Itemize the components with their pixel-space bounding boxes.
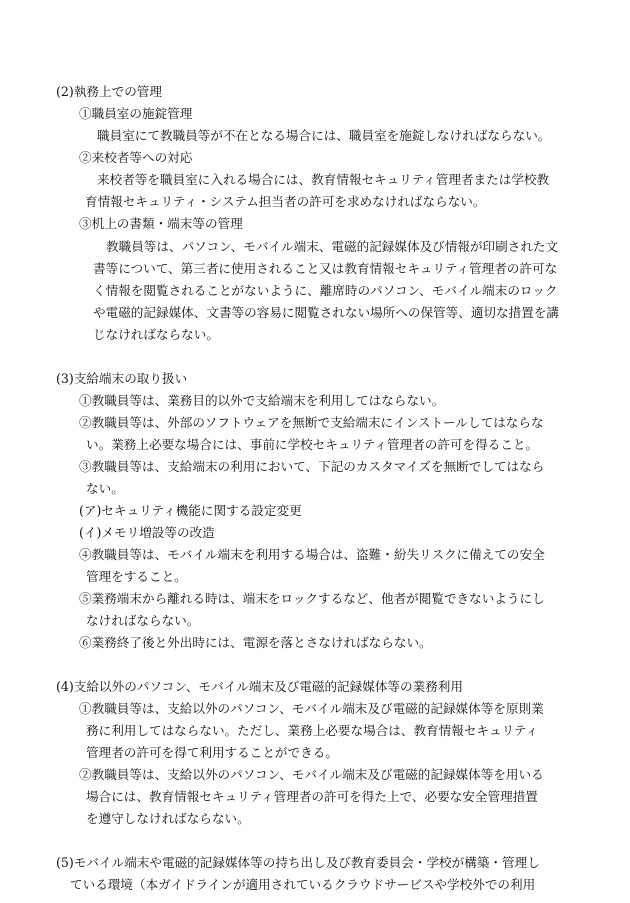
section-3-line-1: ①教職員等は、業務目的以外で支給端末を利用してはならない。: [79, 393, 445, 408]
item-2-1-line-1: 職員室にて教職員等が不在となる場合には、職員室を施錠しなければならない。: [97, 128, 551, 143]
item-2-3-title: ③机上の書類・端末等の管理: [79, 216, 243, 231]
section-3-line-8: ④教職員等は、モバイル端末を利用する場合は、盗難・紛失リスクに備えての安全: [79, 547, 545, 562]
section-3-line-9: 管理をすること。: [86, 569, 187, 584]
section-3-line-10: ⑤業務端末から離れる時は、端末をロックするなど、他者が閲覧できないようにし: [79, 591, 545, 606]
section-4-heading: (4)支給以外のパソコン、モバイル端末及び電磁的記録媒体等の業務利用: [56, 679, 463, 694]
section-3-line-3: い。業務上必要な場合には、事前に学校セキュリティ管理者の許可を得ること。: [86, 437, 539, 452]
item-2-3-line-4: や電磁的記録媒体、文書等の容易に閲覧されない場所への保管等、適切な措置を講: [93, 305, 559, 320]
section-3-line-5: ない。: [86, 481, 124, 496]
section-3-line-2: ②教職員等は、外部のソフトウェアを無断で支給端末にインストールしてはならな: [79, 415, 544, 430]
section-3-line-7: (イ)メモリ増設等の改造: [79, 525, 215, 540]
item-2-3-line-1: 教職員等は、パソコン、モバイル端末、電磁的記録媒体及び情報が印刷された文: [106, 239, 559, 254]
item-2-2-line-2: 育情報セキュリティ・システム担当者の許可を求めなければならない。: [85, 194, 486, 209]
item-2-3-line-5: じなければならない。: [93, 327, 219, 342]
section-4-line-5: 場合には、教育情報セキュリティ管理者の許可を得た上で、必要な安全管理措置: [86, 789, 538, 804]
section-4-line-3: 管理者の許可を得て利用することができる。: [86, 745, 338, 760]
item-2-1-title: ①職員室の施錠管理: [79, 106, 193, 121]
section-3-line-12: ⑥業務終了後と外出時には、電源を落とさなければならない。: [79, 635, 432, 650]
item-2-2-line-1: 来校者等を職員室に入れる場合には、教育情報セキュリティ管理者または学校教: [97, 172, 550, 187]
section-5-heading-line-2: ている環境（本ガイドラインが適用されているクラウドサービスや学校外での利用: [70, 877, 536, 892]
item-2-3-line-2: 書等について、第三者に使用されること又は教育情報セキュリティ管理者の許可な: [93, 261, 558, 276]
section-3-line-11: なければならない。: [86, 613, 200, 628]
item-2-2-title: ②来校者等への対応: [79, 150, 193, 165]
section-3-line-4: ③教職員等は、支給端末の利用において、下記のカスタマイズを無断でしてはなら: [79, 459, 545, 474]
section-4-line-6: を遵守しなければならない。: [86, 811, 250, 826]
section-3-heading: (3)支給端末の取り扱い: [56, 371, 188, 386]
section-5-heading-line-1: (5)モバイル端末や電磁的記録媒体等の持ち出し及び教育委員会・学校が構築・管理し: [56, 855, 540, 870]
section-2-heading: (2)執務上での管理: [56, 84, 162, 99]
section-4-line-1: ①教職員等は、支給以外のパソコン、モバイル端末及び電磁的記録媒体等を原則業: [79, 701, 544, 716]
section-4-line-2: 務に利用してはならない。ただし、業務上必要な場合は、教育情報セキュリティ: [86, 723, 539, 738]
section-3-line-6: (ア)セキュリティ機能に関する設定変更: [79, 503, 302, 518]
section-4-line-4: ②教職員等は、支給以外のパソコン、モバイル端末及び電磁的記録媒体等を用いる: [79, 767, 544, 782]
item-2-3-line-3: く情報を閲覧されることがないように、離席時のパソコン、モバイル端末のロック: [93, 283, 558, 298]
